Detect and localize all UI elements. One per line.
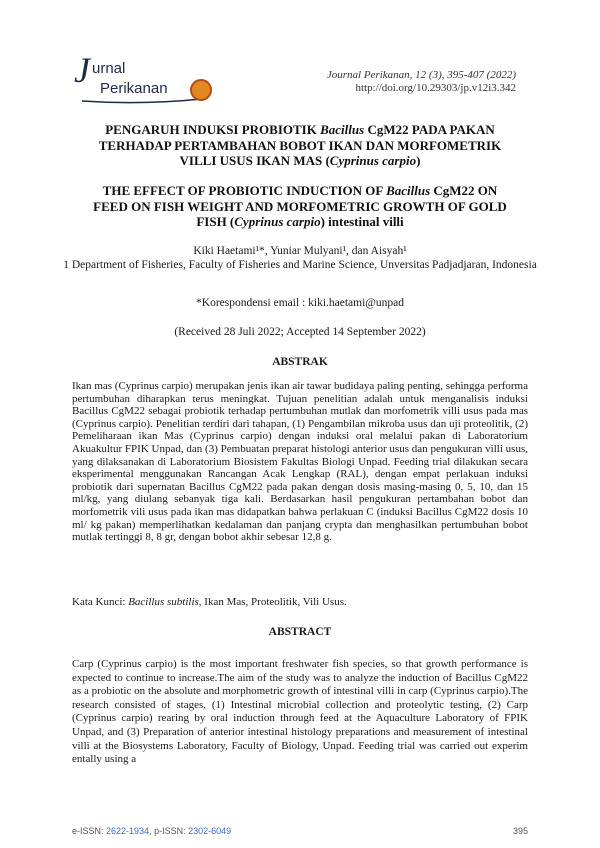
footer-issn: e-ISSN: 2622-1934, p-ISSN: 2302-6049: [72, 826, 232, 836]
logo-swoosh-icon: [82, 98, 202, 104]
correspondence: *Korespondensi email : kiki.haetami@unpad: [196, 297, 404, 309]
eissn-link[interactable]: 2622-1934: [106, 826, 150, 836]
abstrak-heading: ABSTRAK: [272, 356, 328, 368]
pissn-link[interactable]: 2302-6049: [188, 826, 232, 836]
abstract-text: Carp (Cyprinus carpio) is the most important freshwater fish species, so that growth performance is expected to continue to increase.The aim of the study was to analyze the induction of Bacillus CgM22 as a probiotic on the absolute and morphometric growth of intestinal villi in carp (Cyprinus carpio).The research consisted of stages, (1) Intestinal microbial collection and proteolytic testing, (2) Carp (Cyprinus carpio) rearing by oral induction through feed at the Aquaculture Laboratory of FPIK Unpad, and (3) Preparation of anterior intestinal histology preparations and measurement of intestinal villi at the Biosystems Laboratory, Faculty of Biology, Unpad. Feeding trial was carried out experim entally using a: [72, 658, 528, 766]
authors: Kiki Haetami¹*, Yuniar Mulyani¹, dan Aisyah¹: [193, 245, 407, 257]
page-number: 395: [512, 826, 528, 836]
abstrak-text: Ikan mas (Cyprinus carpio) merupakan jenis ikan air tawar budidaya paling penting, sehingga performa pertumbuhan diharapkan terus meningkat. Tujuan penelitian adalah untuk menganalisis induksi Bacillus CgM22 sebagai probiotik terhadap pertumbuhan mutlak dan morfometrik villi usus pada mas (Cyprinus carpio). Penelitian terdiri dari tahapan, (1) Pengambilan mikroba usus dan uji proteolitik, (2) Pemeliharaan ikan Mas (Cyprinus carpio) dengan induksi oral melalui pakan di Laboratorium Akuakultur FPIK Unpad, dan (3) Pembuatan preparat histologi anterior usus dan pengukuran villi usus, yang dilaksanakan di Laboratorium Biosistem Fakultas Biologi Unpad. Feeding trial dilakukan secara eksperimental menggunakan Rancangan Acak Lengkap (RAL), dengan empat perlakuan induksi probiotik dari supernatan Bacillus CgM22 pada pakan dengan dosis masing-masing 0, 5, 10, dan 15 ml/kg, yang diulang sebanyak tiga kali. Berdasarkan hasil pengukuran pertambahan bobot dan morfometrik vili usus pada ikan mas didapatkan bahwa perlakuan C (induksi Bacillus CgM22 dosis 10 ml/ kg pakan) memperlihatkan kedalaman dan panjang crypta dan menghasilkan pertumbuhan bobot mutlak tertinggi 8, 8 gr, dengan bobot akhir sebesar 12,8 g.: [72, 380, 528, 544]
journal-logo-word2: Perikanan: [100, 80, 168, 97]
journal-logo-word1: urnal: [92, 60, 126, 77]
journal-logo-letter: J: [74, 50, 90, 90]
journal-citation: Journal Perikanan, 12 (3), 395-407 (2022): [326, 69, 516, 81]
logo-badge-icon: [190, 79, 212, 101]
keywords: Kata Kunci: Bacillus subtilis, Ikan Mas, Proteolitik, Vili Usus.: [72, 596, 347, 608]
title-indonesian: PENGARUH INDUKSI PROBIOTIK Bacillus CgM22 PADA PAKAN TERHADAP PERTAMBAHAN BOBOT IKAN DAN MORFOMETRIK VILLI USUS IKAN MAS (Cyprinus carpio): [98, 122, 502, 168]
affiliation: 1 Department of Fisheries, Faculty of Fisheries and Marine Science, Unversitas Padjadjaran, Indonesia: [63, 259, 537, 271]
abstract-heading: ABSTRACT: [268, 626, 332, 638]
title-english: THE EFFECT OF PROBIOTIC INDUCTION OF Bacillus CgM22 ON FEED ON FISH WEIGHT AND MORFOMETRIC GROWTH OF GOLD FISH (Cyprinus carpio) intestinal villi: [93, 183, 507, 229]
doi-link[interactable]: http://doi.org/10.29303/jp.v12i3.342: [355, 82, 516, 94]
received-date: (Received 28 Juli 2022; Accepted 14 September 2022): [174, 326, 426, 338]
